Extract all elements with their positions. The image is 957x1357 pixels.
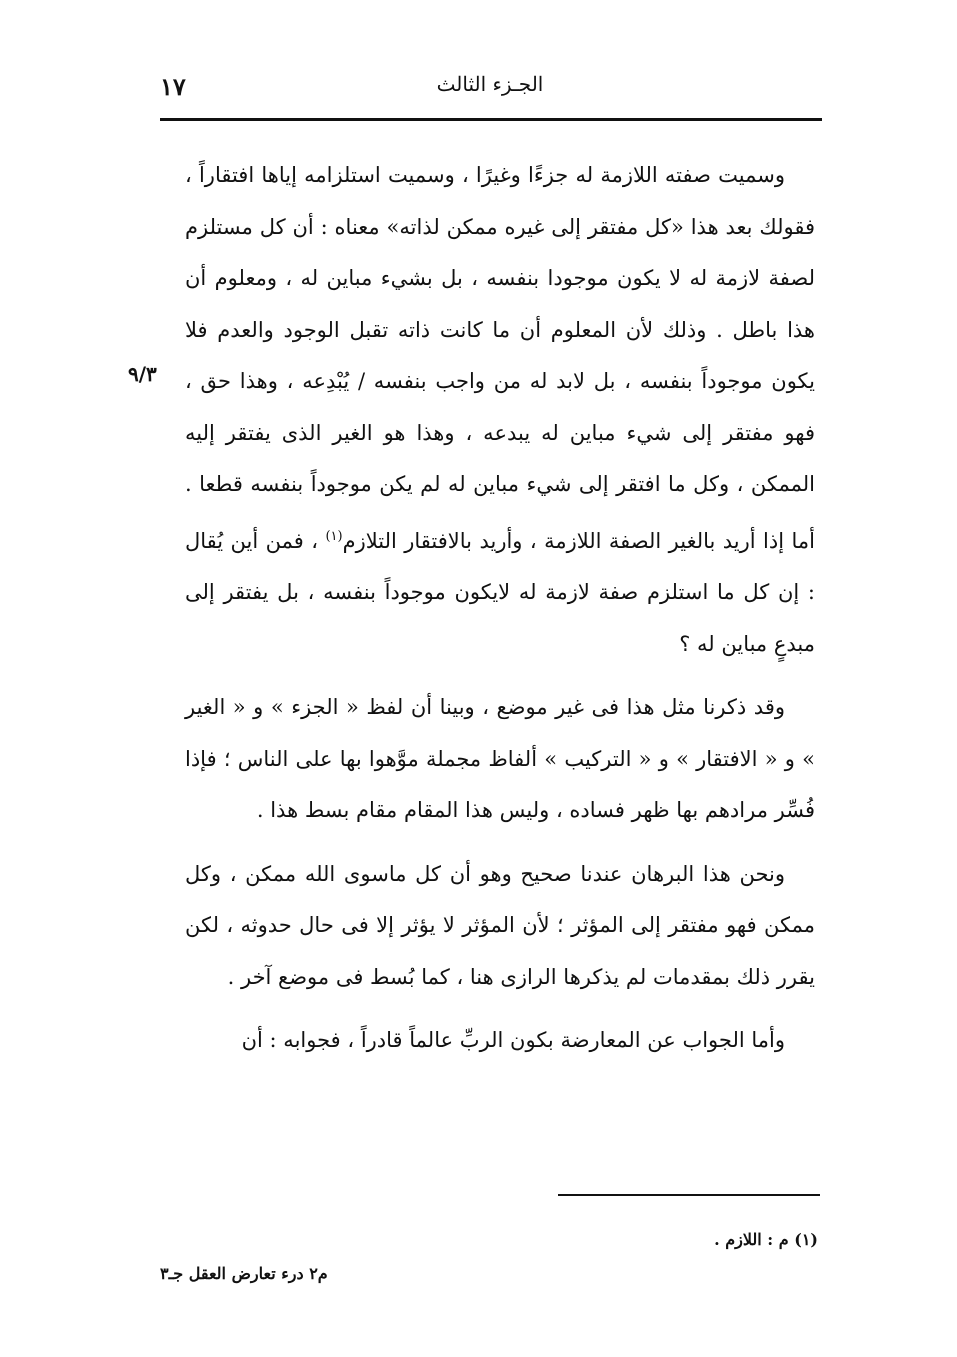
- margin-reference: ٩/٣: [128, 362, 157, 386]
- paragraph-1-text: وسميت صفته اللازمة له جزءًا وغيرًا ، وسميت استلزامه إياها افتقاراً ، فقولك بعد هذا «كل مفتقر إلى غيره ممكن لذاته» معناه : أن كل مستلزم لصفة لازمة له لا يكون موجودا بنفسه ، بل بشيء مباين له ، ومعلوم أن هذا باطل . وذلك لأن المعلوم أن ما كانت ذاته تقبل الوجود والعدم فلا يكون موجوداً بنفسه ، بل لابد له من واجب بنفسه / يُبْدِعه ، وهذا حق ، فهو مفتقر إلى شيء مباين له يبدعه ، وهذا هو الغير الذى يفتقر إليه الممكن ، وكل ما افتقر إلى شيء مباين له لم يكن موجوداً بنفسه قطعا . أما إذا أريد بالغير الصفة اللازمة ، وأريد بالافتقار التلازم: [185, 163, 815, 553]
- page-number: ١٧: [160, 72, 186, 101]
- running-title: الجـزء الثالث: [436, 72, 544, 96]
- paragraph-3: ونحن هذا البرهان عندنا صحيح وهو أن كل ماسوى الله ممكن ، وكل ممكن فهو مفتقر إلى المؤثر ؛ لأن المؤثر لا يؤثر إلا فى حال حدوثه ، لكن يقرر ذلك بمقدمات لم يذكرها الرازى هنا ، كما بُسط فى موضع آخر .: [185, 861, 815, 989]
- paragraph-1-tail: ، فمن أين يُقال : إن كل ما استلزم صفة لازمة له لايكون موجوداً بنفسه ، بل يفتقر إلى مبدعٍ مباين له ؟: [185, 528, 815, 656]
- footnote: (١) م : اللازم .: [714, 1230, 818, 1249]
- header-rule: [160, 118, 822, 121]
- signature-line: م٢ درء تعارض العقل جـ٣: [160, 1264, 328, 1283]
- page-header: [160, 72, 820, 112]
- footnote-rule: [558, 1194, 820, 1196]
- paragraph-2: وقد ذكرنا مثل هذا فى غير موضع ، وبينا أن لفظ « الجزء » و « الغير » و « الافتقار » و « التركيب » ألفاظ مجملة موَّهوا بها على الناس ؛ فإذا فُسِّر مرادهم بها ظهر فساده ، وليس هذا المقام مقام بسط هذا .: [185, 695, 815, 822]
- footnote-mark: (١): [325, 528, 343, 544]
- paragraph-1: [185, 150, 815, 670]
- body-text: [185, 150, 815, 1067]
- paragraph-4: وأما الجواب عن المعارضة بكون الربِّ عالماً قادراً ، فجوابه : أن: [241, 1028, 785, 1052]
